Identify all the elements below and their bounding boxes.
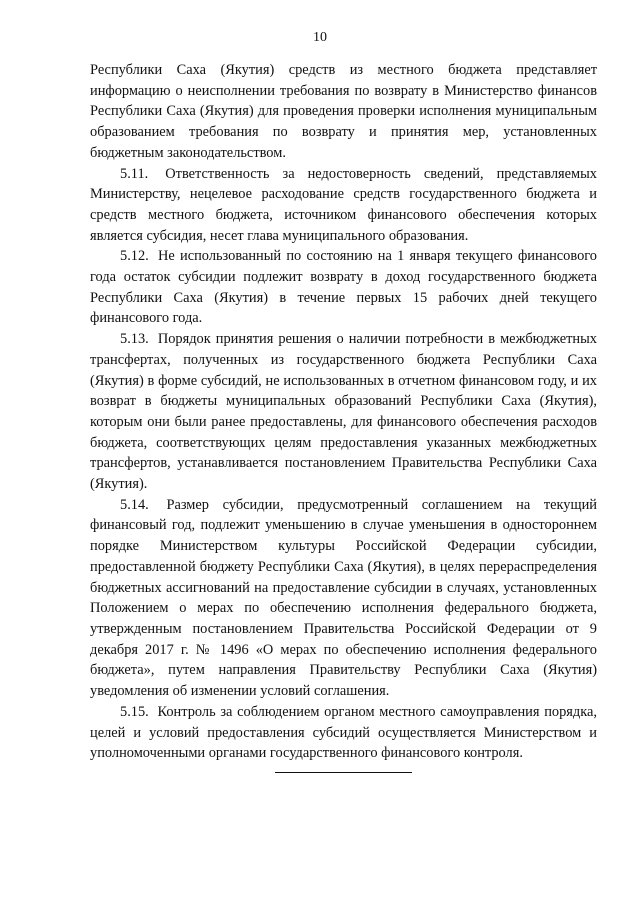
paragraph-number: 5.12. — [120, 248, 149, 265]
document-body — [90, 60, 597, 764]
paragraph-text: Республики Саха (Якутия) средств из местного бюджета представляет информацию о неисполнении требования по возврату в Министерство финансов Республики Саха (Якутия) для проведения проверки исполнения муниципальным образованием требования по возврату и принятия мер, установленных бюджетным законодательством. — [90, 62, 597, 161]
paragraph-5-12 — [90, 246, 597, 329]
end-of-document-rule — [275, 772, 412, 773]
paragraph-text: Не использованный по состоянию на 1 января текущего финансового года остаток субсидии подлежит возврату в доход государственного бюджета Республики Саха (Якутия) в течение первых 15 рабочих дней текущего финансового года. — [90, 248, 597, 327]
paragraph-text: Порядок принятия решения о наличии потребности в межбюджетных трансфертах, полученных из государственного бюджета Республики Саха (Якутия) в форме субсидий, не использованных в отчетном финансовом году, и их возврат в бюджеты муниципальных образований Республики Саха (Якутия), которым они были ранее предоставлены, для финансового обеспечения расходов бюджета, соответствующих целям предоставления указанных межбюджетных трансфертов, устанавливается постановлением Правительства Республики Саха (Якутия). — [90, 331, 597, 493]
page-number: 10 — [313, 30, 327, 45]
paragraph-text: Размер субсидии, предусмотренный соглашением на текущий финансовый год, подлежит уменьшению в случае уменьшения в одностороннем порядке Министерством культуры Российской Федерации субсидии, предоставленной бюджету Республики Саха (Якутия), в целях перераспределения бюджетных ассигнований на предоставление субсидии в случаях, установленных Положением о мерах по обеспечению исполнения федерального бюджета, утвержденным постановлением Правительства Российской Федерации от 9 декабря 2017 г. № 1496 «О мерах по обеспечению исполнения федерального бюджета», путем направления Правительству Республики Саха (Якутия) уведомления об изменении условий соглашения. — [90, 496, 597, 700]
paragraph-5-14 — [90, 495, 597, 702]
paragraph-5-15 — [90, 702, 597, 764]
paragraph-number: 5.15. — [120, 703, 149, 720]
paragraph-number: 5.13. — [120, 331, 149, 348]
paragraph-number: 5.14. — [120, 496, 149, 513]
paragraph-number: 5.11. — [120, 165, 149, 182]
paragraph-continuation — [90, 60, 597, 164]
paragraph-text: Ответственность за недостоверность сведений, представляемых Министерству, нецелевое расходование средств государственного бюджета и средств местного бюджета, источником финансового обеспечения которых является субсидия, несет глава муниципального образования. — [90, 165, 597, 244]
paragraph-5-11 — [90, 164, 597, 247]
paragraph-text: Контроль за соблюдением органом местного самоуправления порядка, целей и условий предоставления субсидий осуществляется Министерством и уполномоченными органами государственного финансового контроля. — [90, 703, 597, 762]
paragraph-5-13 — [90, 329, 597, 495]
